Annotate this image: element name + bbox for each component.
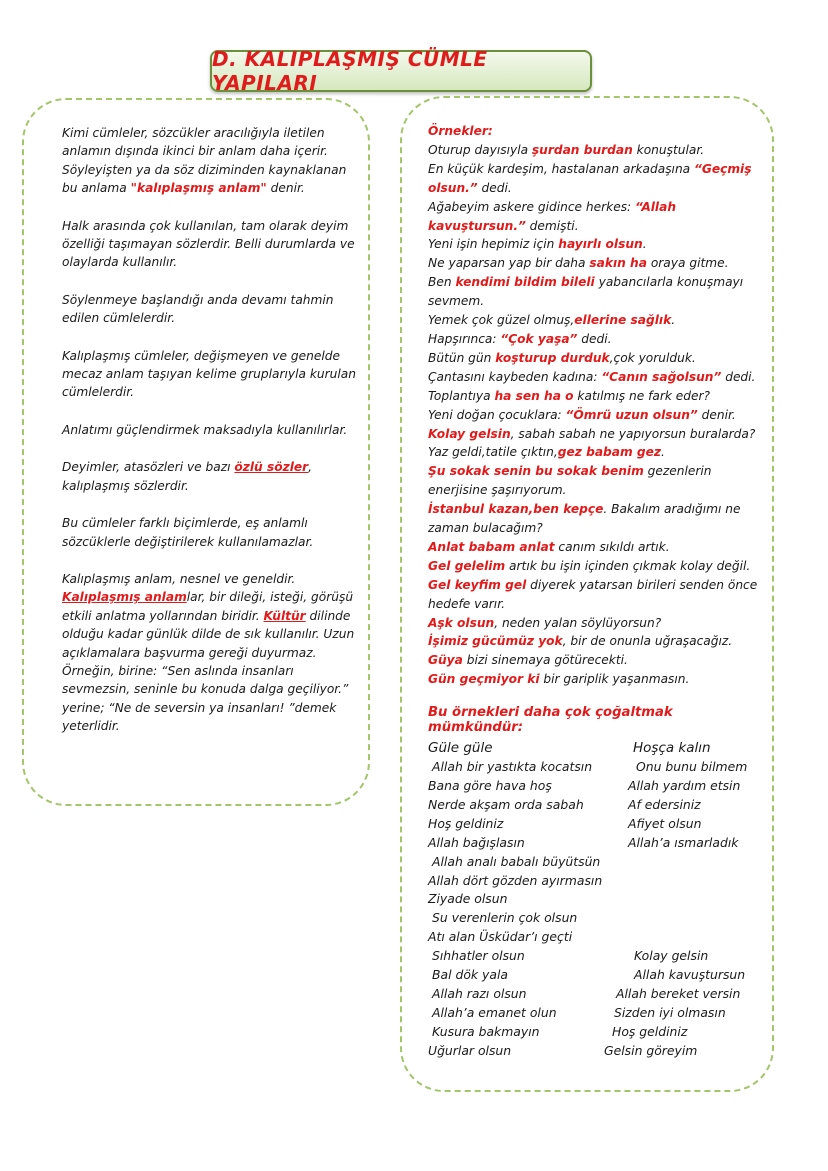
text: dilinde olduğu kadar günlük dilde de sık kullanılır. Uzun açıklamalara başvurma gereği duyurmaz. Örneğin, birine: “Sen aslında insanları sevmezsin, seninle bu konuda dalga geçiliyor.” yerine; “Ne de seversin ya insanları! ”demek yeterlidir. (62, 608, 355, 734)
phrase-row (428, 758, 760, 777)
example-line (428, 557, 760, 576)
phrase-right (628, 872, 760, 891)
example-line (428, 443, 760, 462)
phrase-right: Allah bereket versin (616, 985, 741, 1001)
phrase-right: Kolay gelsin (634, 948, 709, 964)
phrase-row (428, 796, 760, 815)
phrase-right: Allah’a ısmarladık (628, 834, 739, 850)
example-text: denir. (697, 407, 736, 422)
more-examples-heading: Bu örnekleri daha çok çoğaltmak mümkündür: (428, 705, 673, 736)
phrase-left: Kusura bakmayın (432, 1023, 540, 1039)
highlight-kalip-anlam: "kalıplaşmış anlam" (130, 181, 267, 196)
phrase-row (428, 834, 760, 853)
example-line (428, 141, 760, 160)
example-text: dedi. (477, 180, 512, 195)
example-highlight: Güya (428, 653, 463, 668)
example-text: bizi sinemaya götürecekti. (462, 653, 628, 668)
example-highlight: sakın ha (589, 256, 647, 271)
example-text: En küçük kardeşim, hastalanan arkadaşına (428, 161, 695, 176)
phrase-left: Bana göre hava hoş (428, 778, 552, 793)
example-line (428, 368, 760, 387)
example-text: Yemek çok güzel olmuş, (428, 313, 575, 328)
example-text: oraya gitme. (646, 256, 729, 271)
phrase-left: Atı alan Üsküdar’ı geçti (428, 929, 573, 945)
example-highlight: Gel gelelim (428, 558, 506, 573)
example-line (428, 614, 760, 633)
phrase-row (428, 947, 760, 966)
phrase-right (632, 909, 760, 928)
example-text: Yeni doğan çocuklara: (428, 407, 566, 422)
example-highlight: Gel keyfim gel (428, 577, 527, 592)
example-highlight: Kolay gelsin (428, 426, 511, 441)
example-text: yabancılarla konuşmayı sevmem. (428, 275, 744, 309)
example-line (428, 387, 760, 406)
phrase-row (428, 1004, 760, 1023)
paragraph-8 (62, 570, 356, 736)
example-line (428, 538, 760, 557)
example-line (428, 576, 760, 614)
phrase-right: Af edersiniz (628, 796, 701, 812)
example-line (428, 425, 760, 444)
example-text: Çantasını kaybeden kadına: (428, 369, 602, 384)
paragraph-2: Halk arasında çok kullanılan, tam olarak deyim özelliği taşımayan sözlerdir. Belli durumlarda ve olaylarda kullanılır. (62, 218, 355, 270)
example-text: Oturup dayısıyla (428, 142, 532, 157)
example-text: dedi. (577, 331, 612, 346)
example-text: gezenlerin enerjisine şaşırıyorum. (428, 464, 712, 498)
text: , kalıplaşmış sözlerdir. (62, 460, 313, 493)
example-highlight: şurdan burdan (531, 142, 633, 157)
definition-paragraph (62, 124, 356, 198)
example-line (428, 406, 760, 425)
phrase-left: Su verenlerin çok olsun (432, 910, 578, 926)
example-text: , bir de onunla uğraşacağız. (562, 634, 733, 649)
example-highlight: Gün geçmiyor ki (428, 672, 540, 687)
phrase-right: Hoş geldiniz (612, 1023, 688, 1039)
highlight-kultur: Kültür (263, 608, 306, 623)
title-box (210, 47, 592, 95)
example-line (428, 349, 760, 368)
example-highlight: Aşk olsun (428, 615, 495, 630)
example-line (428, 462, 760, 500)
phrase-row (428, 1042, 760, 1061)
example-text: ,çok yorulduk. (609, 350, 696, 365)
example-text: dedi. (721, 369, 756, 384)
example-line (428, 198, 760, 236)
example-text: bir gariplik yaşanmasın. (539, 672, 690, 687)
phrase-right: Afiyet olsun (628, 815, 702, 831)
example-line (428, 632, 760, 651)
examples-container (428, 141, 760, 689)
phrase-row (428, 890, 760, 909)
paragraph-5: Anlatımı güçlendirmek maksadıyla kullanılırlar. (62, 422, 348, 437)
example-highlight: hayırlı olsun (558, 237, 643, 252)
example-text: konuştular. (632, 142, 705, 157)
phrase-row (428, 909, 760, 928)
example-text: Toplantıya (428, 388, 495, 403)
phrase-right (628, 928, 760, 947)
example-text: . (661, 445, 665, 460)
phrase-right: Allah yardım etsin (628, 778, 741, 793)
right-panel (400, 96, 774, 1092)
phrase-right: Sizden iyi olmasın (614, 1004, 726, 1020)
phrase-grid (428, 739, 760, 1060)
phrase-row (428, 1023, 760, 1042)
examples-heading: Örnekler: (428, 124, 493, 138)
highlight-ozlu-sozler: özlü sözler (234, 460, 309, 475)
text: lar, bir dileği, isteği, görüşü etkili anlatma yollarından biridir. (62, 590, 354, 623)
phrase-left: Ziyade olsun (428, 891, 508, 907)
example-line (428, 160, 760, 198)
phrase-right (632, 853, 760, 872)
example-text: diyerek yatarsan birileri senden önce hedefe varır. (428, 577, 758, 611)
example-highlight: İşimiz gücümüz yok (428, 634, 563, 649)
example-highlight: “Canın sağolsun” (601, 369, 722, 384)
example-text: Ağabeyim askere gidince herkes: (428, 199, 636, 214)
page-title: D. KALIPLAŞMIŞ CÜMLE YAPILARI (212, 47, 488, 95)
phrase-row (428, 815, 760, 834)
phrase-left: Nerde akşam orda sabah (428, 796, 584, 812)
example-highlight: ha sen ha o (494, 388, 574, 403)
example-highlight: “Çok yaşa” (500, 331, 578, 346)
example-line (428, 254, 760, 273)
text: Deyimler, atasözleri ve bazı (62, 460, 235, 475)
phrase-row (428, 928, 760, 947)
example-line (428, 235, 760, 254)
phrase-right: Onu bunu bilmem (636, 759, 748, 775)
phrase-left: Allah’a emanet olun (432, 1004, 557, 1020)
example-highlight: koşturup durduk (495, 350, 610, 365)
example-text: , neden yalan söylüyorsun? (494, 615, 662, 630)
example-line (428, 330, 760, 349)
highlight-kalip-anlam-2: Kalıplaşmış anlam (62, 590, 187, 605)
example-highlight: Anlat babam anlat (428, 539, 555, 554)
phrase-left: Hoş geldiniz (428, 815, 504, 831)
example-text: Hapşırınca: (428, 331, 501, 346)
phrase-left: Sıhhatler olsun (432, 948, 525, 964)
example-text: katılmış ne fark eder? (573, 388, 710, 403)
example-text: demişti. (525, 218, 579, 233)
example-text: Bütün gün (428, 350, 496, 365)
example-highlight: “Geçmiş olsun.” (428, 161, 752, 195)
paragraph-7: Bu cümleler farklı biçimlerde, eş anlamlı sözcüklerle değiştirilerek kullanılamazlar. (62, 516, 314, 549)
example-line (428, 651, 760, 670)
phrase-left: Güle güle (428, 740, 493, 757)
phrase-row (428, 966, 760, 985)
phrase-row (428, 985, 760, 1004)
phrase-left: Allah analı babalı büyütsün (432, 853, 601, 869)
example-highlight: “Ömrü uzun olsun” (565, 407, 698, 422)
example-highlight: ellerine sağlık (574, 313, 672, 328)
phrase-row (428, 739, 760, 758)
phrase-right: Allah kavuştursun (634, 967, 746, 983)
phrase-left: Allah bağışlasın (428, 834, 525, 850)
phrase-left: Uğurlar olsun (428, 1042, 512, 1058)
example-highlight: İstanbul kazan,ben kepçe (428, 502, 604, 517)
phrase-left: Allah dört gözden ayırmasın (428, 872, 603, 888)
examples-list (428, 122, 760, 689)
phrase-left: Allah razı olsun (432, 985, 527, 1001)
paragraph-4: Kalıplaşmış cümleler, değişmeyen ve genelde mecaz anlam taşıyan kelime gruplarıyla kurulan cümlelerdir. (62, 348, 356, 400)
phrase-left: Allah bir yastıkta kocatsın (432, 759, 593, 775)
text: Kimi cümleler, sözcükler aracılığıyla iletilen anlamın dışında ikinci bir anlam daha içerir. Söyleyişten ya da söz diziminden kaynaklanan bu anlama (62, 126, 347, 196)
example-highlight: “Allah kavuştursun.” (428, 199, 677, 233)
example-line (428, 500, 760, 538)
left-panel (22, 98, 370, 806)
example-text: . (671, 313, 676, 328)
example-highlight: Şu sokak senin bu sokak benim (428, 464, 644, 479)
example-text: . Bakalım aradığımı ne zaman bulacağım? (428, 502, 741, 536)
example-text: artık bu işin içinden çıkmak kolay değil. (505, 558, 751, 573)
example-text: Yeni işin hepimiz için (428, 237, 559, 252)
text: denir. (266, 181, 305, 196)
example-text: Ne yaparsan yap bir daha (428, 256, 590, 271)
paragraph-3: Söylenmeye başlandığı anda devamı tahmin edilen cümlelerdir. (62, 292, 334, 326)
text: Kalıplaşmış anlam, nesnel ve geneldir. (62, 571, 296, 586)
paragraph-6 (62, 458, 356, 495)
phrase-right: Hoşça kalın (633, 740, 711, 757)
phrase-row (428, 853, 760, 872)
example-text: . (642, 237, 647, 252)
phrase-row (428, 872, 760, 891)
example-text: , sabah sabah ne yapıyorsun buralarda? (510, 426, 756, 441)
example-text: Yaz geldi,tatile çıktın, (428, 445, 558, 460)
example-text: Ben (428, 275, 456, 290)
phrase-row (428, 777, 760, 796)
example-line (428, 670, 760, 689)
phrase-right (628, 890, 760, 909)
phrase-right: Gelsin göreyim (604, 1042, 698, 1058)
example-highlight: gez babam gez (557, 445, 662, 460)
example-line (428, 311, 760, 330)
example-highlight: kendimi bildim bileli (455, 275, 595, 290)
example-line (428, 273, 760, 311)
example-text: canım sıkıldı artık. (554, 539, 670, 554)
phrase-left: Bal dök yala (432, 967, 508, 983)
